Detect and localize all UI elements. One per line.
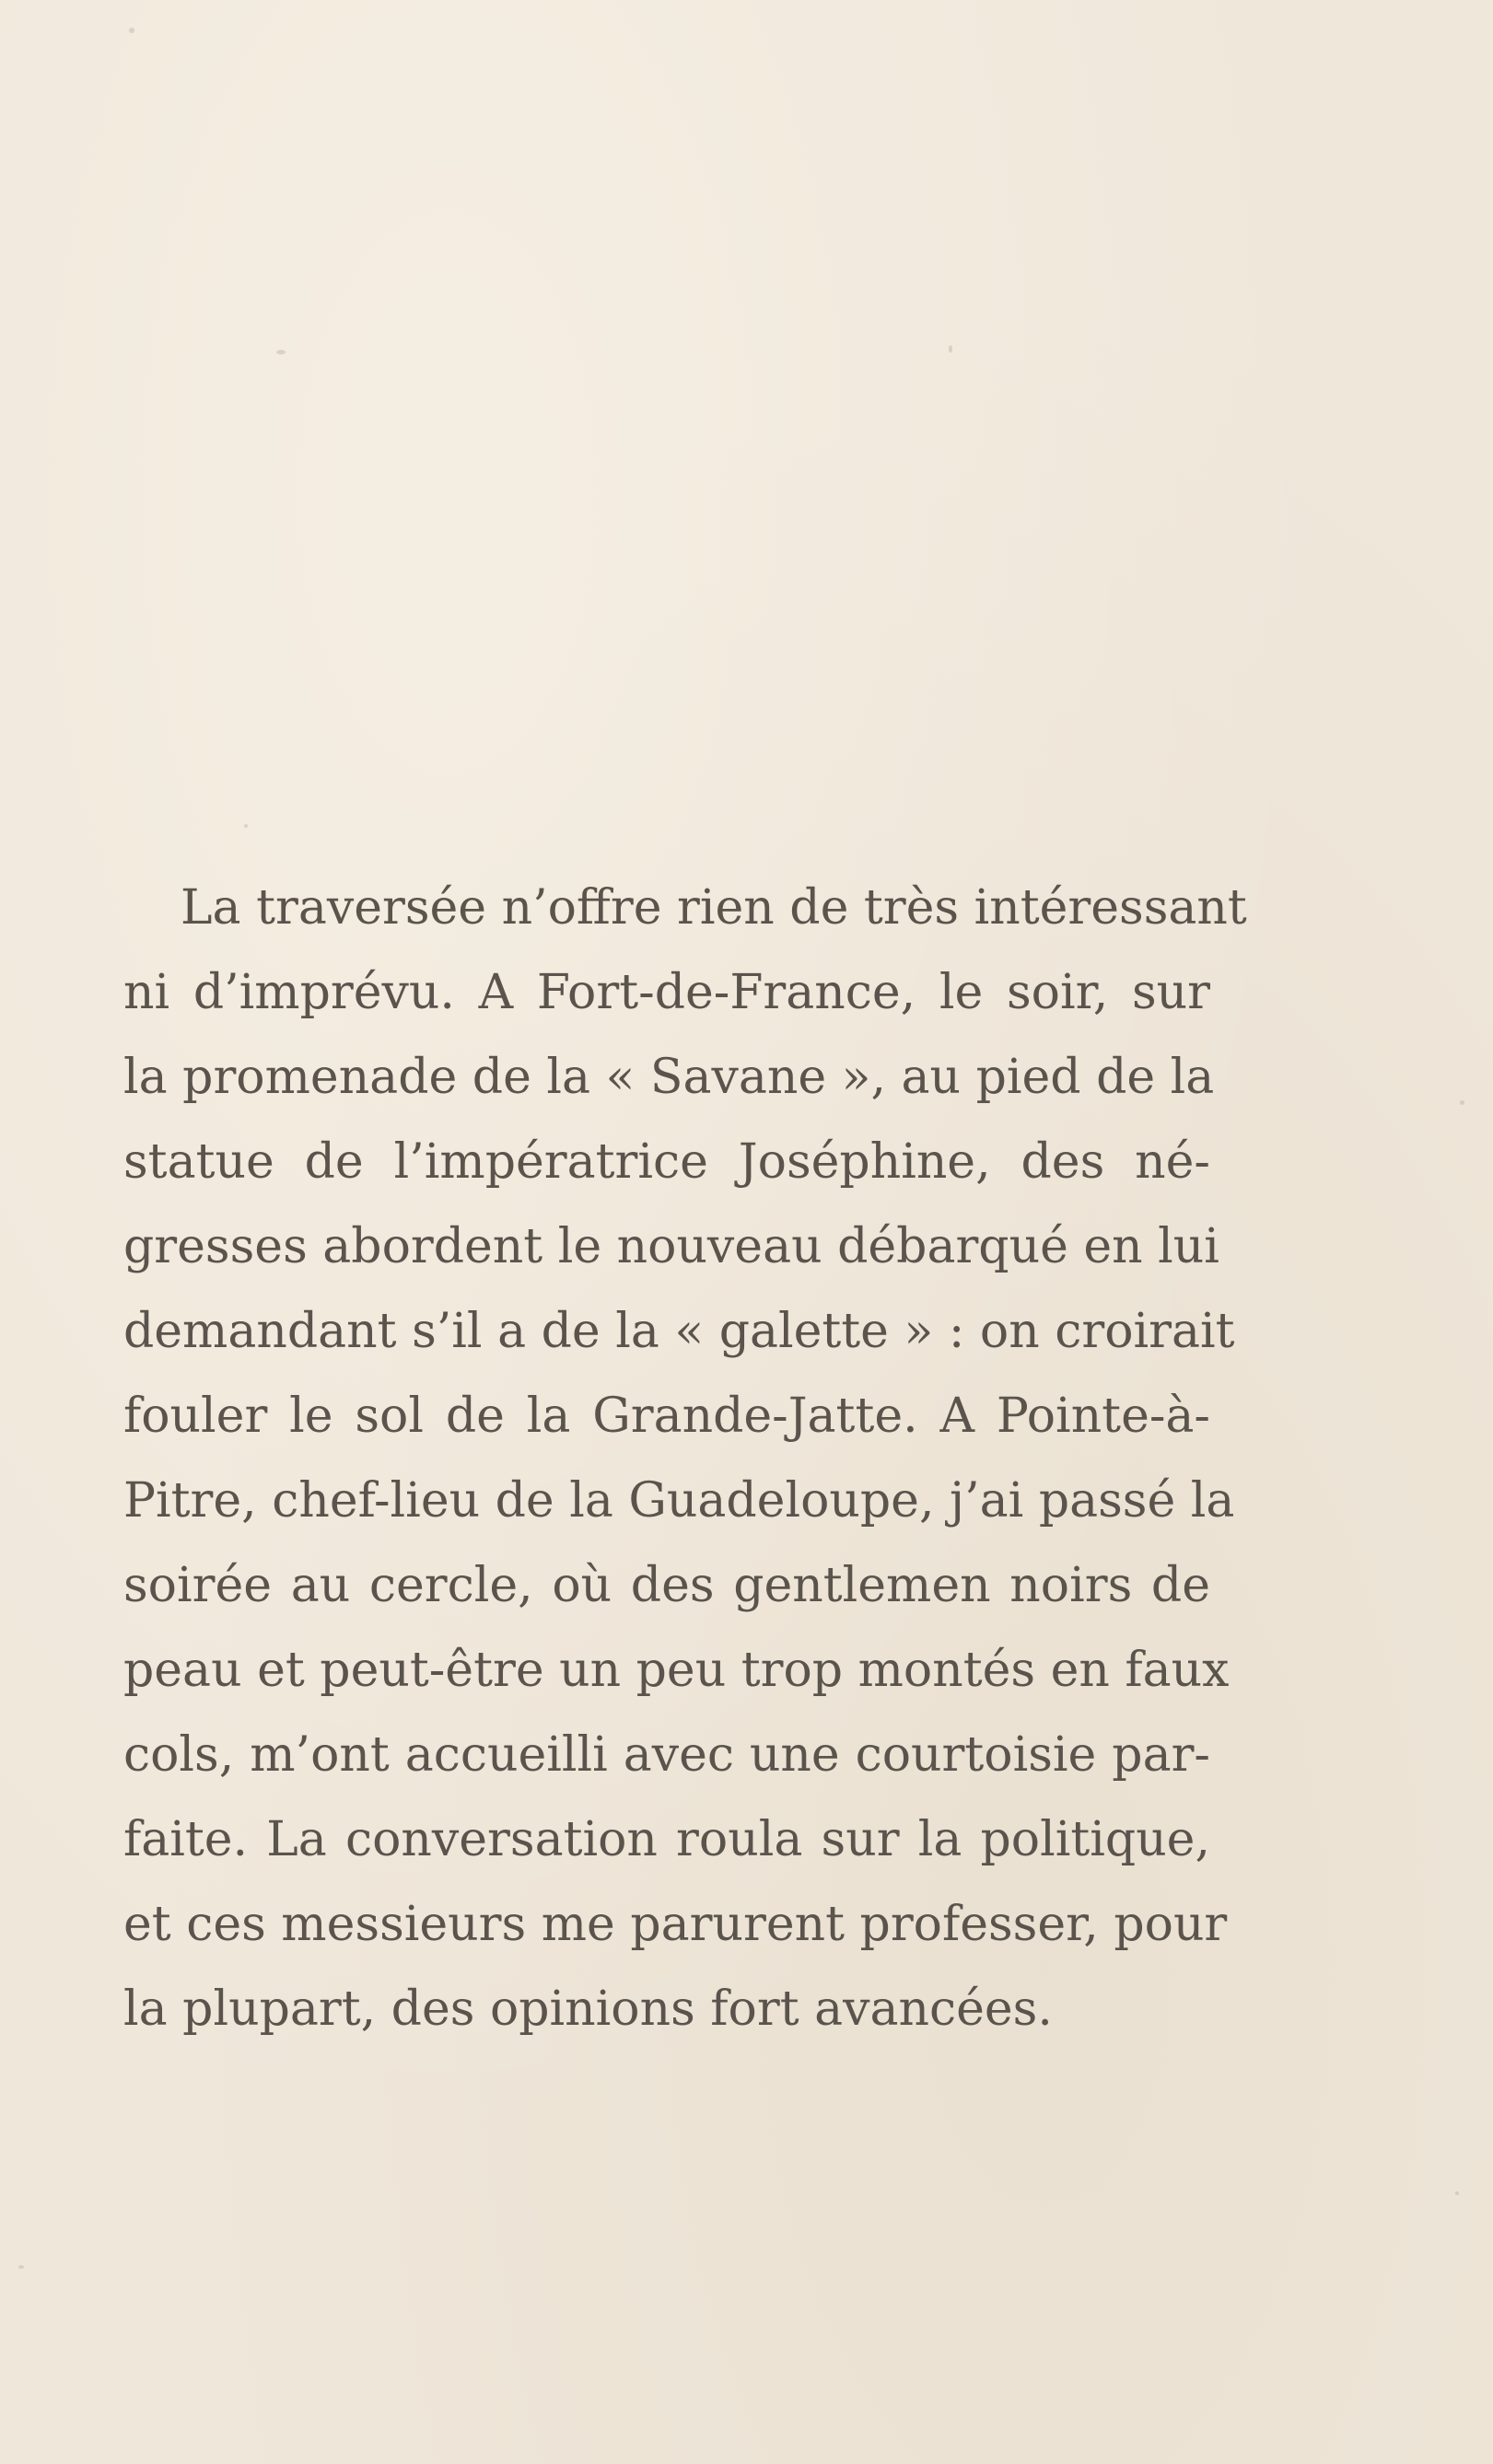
text-line: la promenade de la « Savane », au pied de la: [123, 1050, 1215, 1105]
paper-speck: [244, 824, 248, 828]
text-line: La traversée n’offre rien de très intéressant: [181, 880, 1247, 936]
paper-speck: [1455, 2191, 1459, 2195]
text-line: fouler le sol de la Grande-Jatte. A Pointe-à-: [123, 1389, 1210, 1444]
paper-speck: [18, 2265, 24, 2269]
text-line: la plupart, des opinions fort avancées.: [123, 1982, 1053, 2037]
text-line: cols, m’ont accueilli avec une courtoisie par-: [123, 1727, 1210, 1783]
text-line: peau et peut-être un peu trop montés en faux: [123, 1643, 1230, 1698]
text-line: gresses abordent le nouveau débarqué en lui: [123, 1219, 1219, 1274]
paper-speck: [276, 350, 286, 354]
paper-speck: [949, 345, 952, 353]
text-line: demandant s’il a de la « galette » : on croirait: [123, 1304, 1235, 1359]
body-paragraph: [123, 866, 1247, 2051]
text-line: Pitre, chef-lieu de la Guadeloupe, j’ai passé la: [123, 1473, 1235, 1528]
text-line: ni d’imprévu. A Fort-de-France, le soir, sur: [123, 965, 1210, 1020]
text-line: faite. La conversation roula sur la politique,: [123, 1812, 1210, 1867]
paper-speck: [1460, 1100, 1464, 1105]
text-line: statue de l’impératrice Joséphine, des né-: [123, 1134, 1210, 1190]
text-line: et ces messieurs me parurent professer, pour: [123, 1897, 1228, 1952]
text-line: soirée au cercle, où des gentlemen noirs de: [123, 1558, 1210, 1613]
paper-speck: [129, 28, 134, 33]
